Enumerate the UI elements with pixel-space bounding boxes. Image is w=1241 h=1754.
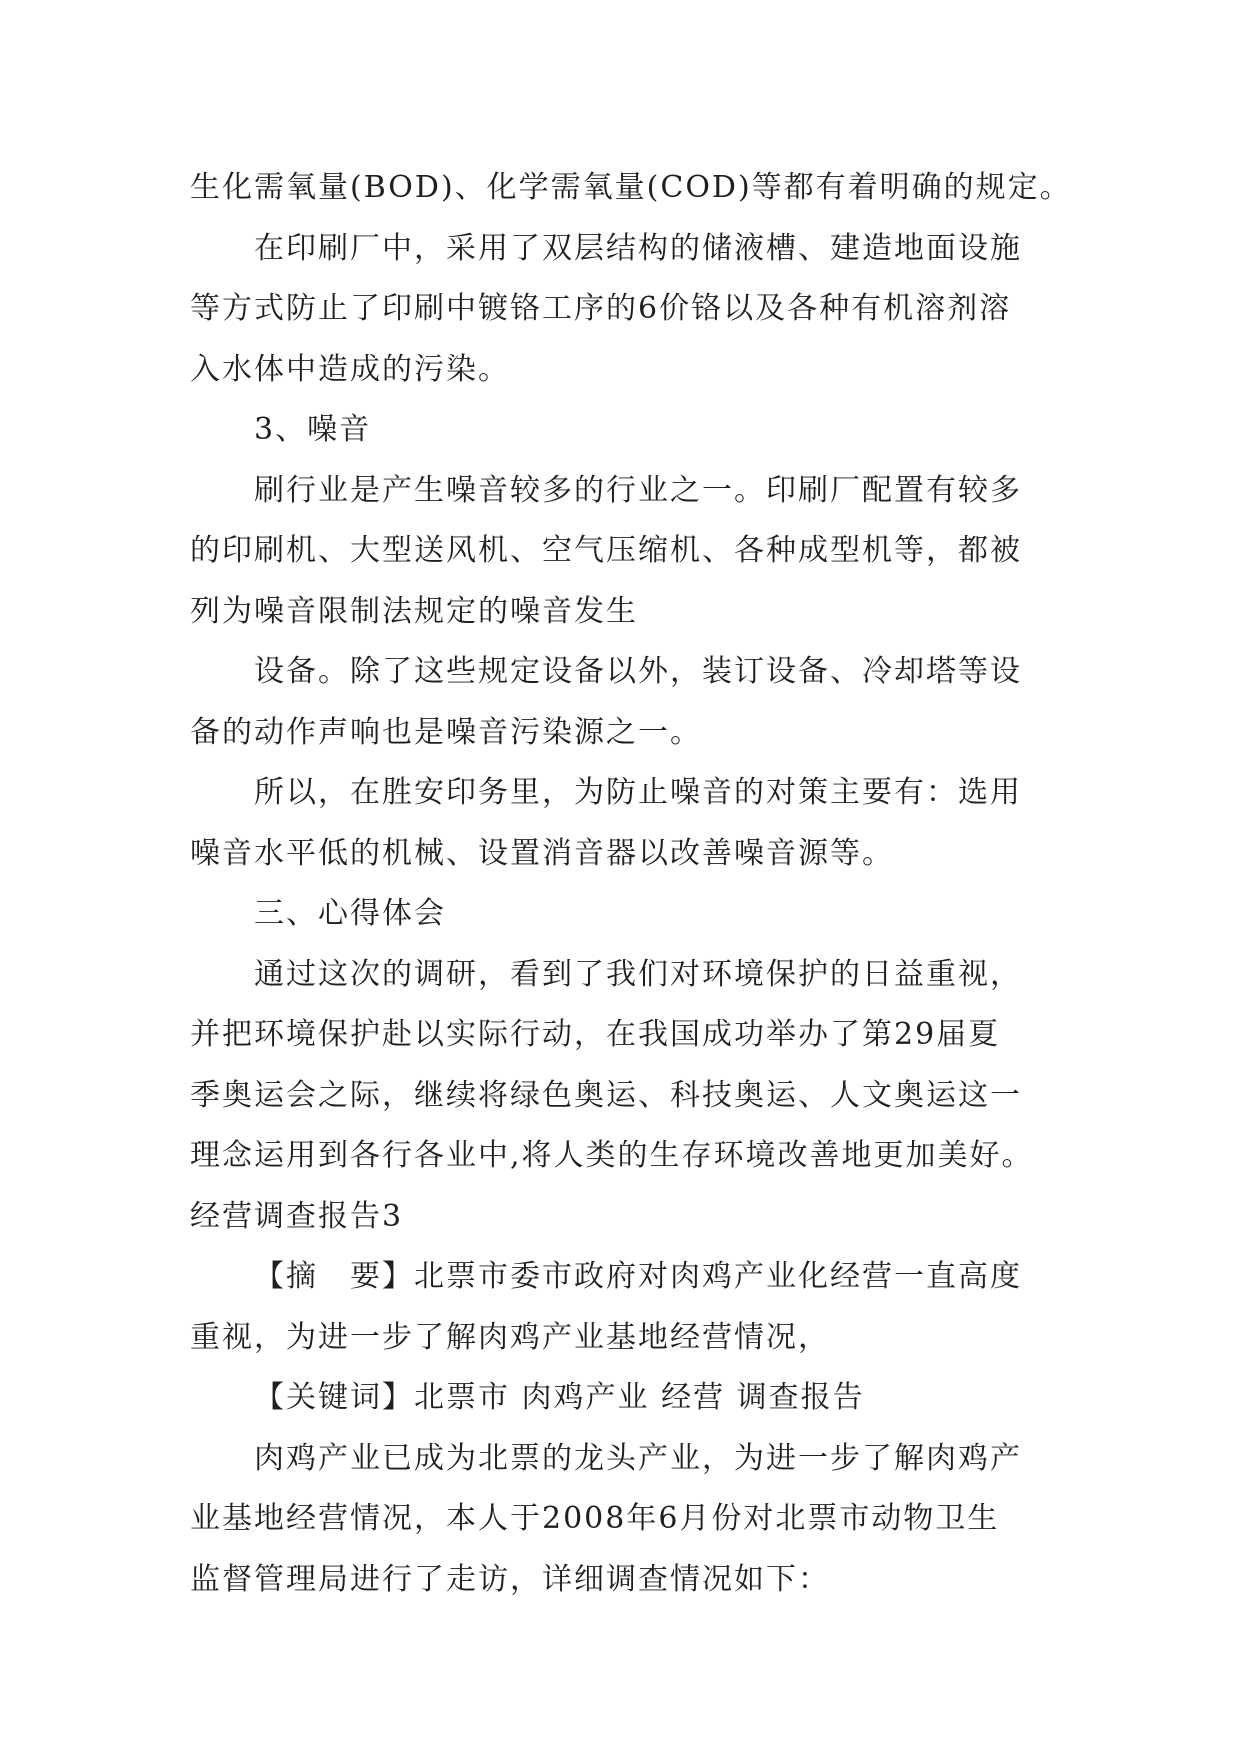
text-line: 通过这次的调研，看到了我们对环境保护的日益重视， xyxy=(254,956,1022,992)
text-line: 肉鸡产业已成为北票的龙头产业，为进一步了解肉鸡产 xyxy=(254,1440,1022,1476)
keywords-line: 【关键词】北票市 肉鸡产业 经营 调查报告 xyxy=(254,1380,865,1415)
text-line: 所以，在胜安印务里，为防止噪音的对策主要有：选用 xyxy=(254,775,1022,810)
text-line: 入水体中造成的污染。 xyxy=(190,351,510,387)
text-line: 设备。除了这些规定设备以外，装订设备、冷却塔等设 xyxy=(254,654,1022,689)
text-line: 并把环境保护赴以实际行动，在我国成功举办了第29届夏 xyxy=(190,1017,1001,1052)
text-line: 理念运用到各行各业中,将人类的生存环境改善地更加美好。 xyxy=(190,1138,1034,1173)
text-line: 生化需氧量(BOD)、化学需氧量(COD)等都有着明确的规定。 xyxy=(190,170,1072,205)
text-line: 的印刷机、大型送风机、空气压缩机、各种成型机等，都被 xyxy=(190,533,1022,568)
text-line: 列为噪音限制法规定的噪音发生 xyxy=(190,593,638,629)
text-line: 监督管理局进行了走访，详细调查情况如下： xyxy=(190,1561,830,1597)
section-heading: 三、心得体会 xyxy=(254,896,446,931)
text-line: 备的动作声响也是噪音污染源之一。 xyxy=(190,714,702,750)
text-line: 业基地经营情况，本人于2008年6月份对北票市动物卫生 xyxy=(190,1501,1000,1536)
text-line: 噪音水平低的机械、设置消音器以改善噪音源等。 xyxy=(190,835,894,871)
report-title: 经营调查报告3 xyxy=(190,1198,404,1234)
abstract-line: 重视，为进一步了解肉鸡产业基地经营情况， xyxy=(190,1319,830,1355)
abstract-line: 【摘 要】北票市委市政府对肉鸡产业化经营一直高度 xyxy=(254,1259,1022,1294)
text-line: 刷行业是产生噪音较多的行业之一。印刷厂配置有较多 xyxy=(254,472,1022,508)
text-line: 季奥运会之际，继续将绿色奥运、科技奥运、人文奥运这一 xyxy=(190,1077,1022,1113)
text-line: 等方式防止了印刷中镀铬工序的6价铬以及各种有机溶剂溶 xyxy=(190,291,1012,326)
text-line: 在印刷厂中，采用了双层结构的储液槽、建造地面设施 xyxy=(254,230,1022,266)
document-body xyxy=(190,158,1072,1610)
section-heading: 3、噪音 xyxy=(254,412,372,447)
